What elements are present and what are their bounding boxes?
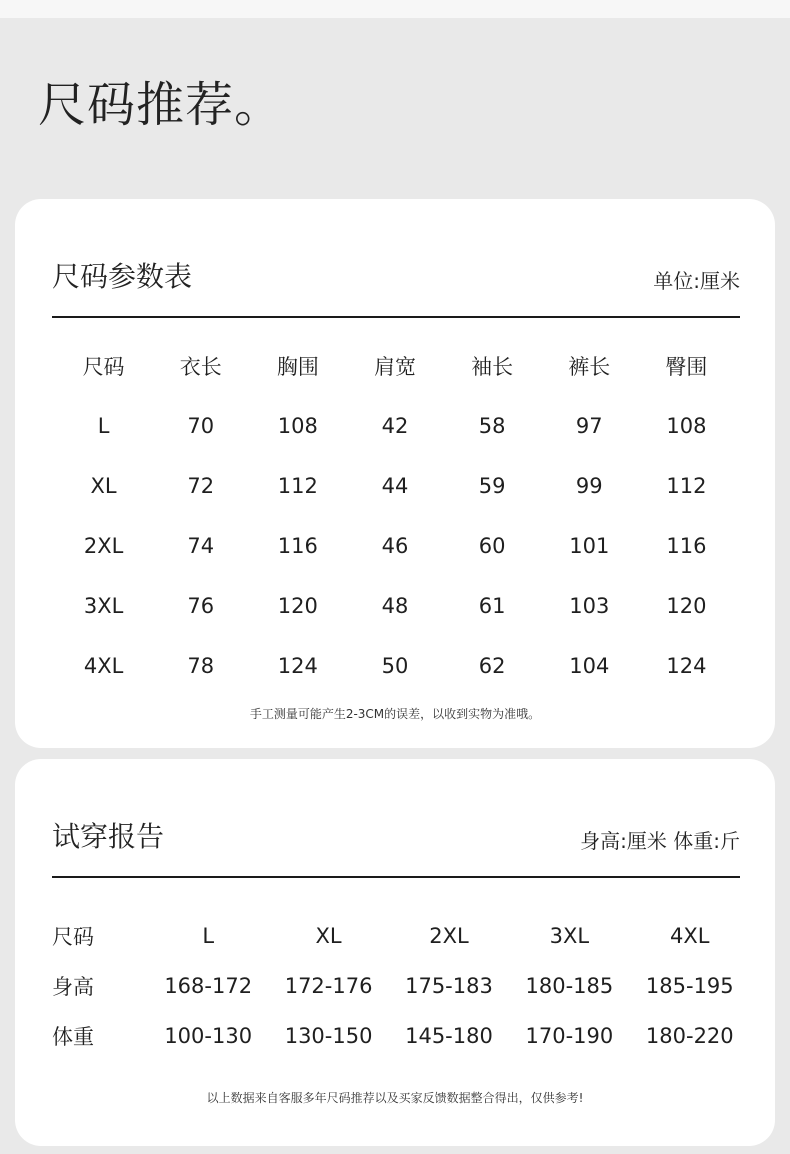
table-cell: 58 (478, 414, 506, 438)
table-cell: 175-183 (405, 974, 493, 998)
size-chart-title: 尺码参数表 (52, 260, 193, 293)
table-cell: 180-185 (525, 974, 614, 998)
table-cell: 59 (478, 474, 506, 498)
table-cell: 130-150 (284, 1024, 373, 1048)
size-chart-header (52, 255, 740, 295)
table-cell: 60 (478, 534, 506, 558)
table-cell: 108 (277, 414, 318, 438)
table-row (52, 911, 750, 961)
header-cell: 衣长 (179, 355, 222, 379)
table-cell: 2XL (83, 534, 124, 558)
table-cell: 2XL (429, 924, 469, 948)
table-cell: 4XL (670, 924, 710, 948)
page-title: 尺码推荐。 (38, 77, 284, 133)
table-cell: 120 (666, 594, 707, 618)
row-label: 体重 (52, 1025, 94, 1049)
trial-report-card (15, 759, 775, 1146)
table-cell: XL (90, 474, 117, 498)
header-cell: 臀围 (665, 355, 708, 379)
row-label: 尺码 (52, 925, 94, 949)
header-cell: 裤长 (568, 355, 611, 379)
trial-report-header (52, 815, 740, 855)
table-cell: 61 (478, 594, 506, 618)
table-cell: 124 (277, 654, 318, 678)
table-cell: 104 (569, 654, 610, 678)
table-cell: 116 (277, 534, 318, 558)
table-cell: 124 (666, 654, 707, 678)
divider (52, 876, 740, 878)
table-cell: 145-180 (405, 1024, 493, 1048)
table-cell: XL (315, 924, 342, 948)
header-cell: 肩宽 (373, 355, 416, 379)
table-cell: 4XL (83, 654, 124, 678)
table-cell: 62 (478, 654, 506, 678)
table-row (55, 396, 735, 456)
table-cell: 76 (187, 594, 215, 618)
table-cell: 108 (666, 414, 707, 438)
table-cell: 172-176 (284, 974, 373, 998)
disclaimer-note: 以上数据来自客服多年尺码推荐以及买家反馈数据整合得出，仅供参考! (206, 1091, 584, 1105)
size-chart-unit: 单位:厘米 (653, 269, 740, 293)
table-cell: 100-130 (164, 1024, 253, 1048)
table-cell: 42 (381, 414, 409, 438)
table-cell: 97 (575, 414, 603, 438)
trial-report-unit: 身高:厘米 体重:斤 (580, 829, 740, 853)
table-cell: 44 (381, 474, 409, 498)
table-cell: L (202, 924, 215, 948)
table-cell: 112 (277, 474, 318, 498)
measurement-note: 手工测量可能产生2-3CM的误差，以收到实物为准哦。 (249, 707, 541, 721)
table-row (52, 1011, 750, 1061)
table-cell: 112 (666, 474, 707, 498)
table-cell: 50 (381, 654, 409, 678)
trial-report-title: 试穿报告 (52, 820, 165, 853)
table-row (52, 961, 750, 1011)
divider (52, 316, 740, 318)
table-cell: 78 (187, 654, 215, 678)
table-cell: 99 (575, 474, 603, 498)
table-cell: 180-220 (645, 1024, 734, 1048)
table-cell: 103 (569, 594, 610, 618)
table-cell: 185-195 (645, 974, 734, 998)
header-cell: 胸围 (276, 355, 319, 379)
table-row (55, 576, 735, 636)
header-cell: 尺码 (82, 355, 125, 379)
table-cell: 116 (666, 534, 707, 558)
table-cell: 3XL (549, 924, 590, 948)
size-chart-table (55, 336, 735, 696)
table-row (55, 456, 735, 516)
table-cell: 74 (187, 534, 215, 558)
table-cell: 72 (187, 474, 215, 498)
size-chart-card (15, 199, 775, 748)
table-cell: 168-172 (164, 974, 253, 998)
table-row (55, 516, 735, 576)
table-cell: 170-190 (525, 1024, 614, 1048)
trial-report-table (52, 911, 750, 1061)
table-cell: 48 (381, 594, 409, 618)
table-header-row (55, 336, 735, 396)
table-cell: 46 (381, 534, 409, 558)
table-cell: 70 (187, 414, 215, 438)
table-cell: 3XL (83, 594, 124, 618)
table-cell: 101 (569, 534, 610, 558)
header-cell: 袖长 (471, 355, 514, 379)
top-strip (0, 0, 790, 18)
table-cell: L (97, 414, 110, 438)
row-label: 身高 (52, 975, 94, 999)
table-cell: 120 (277, 594, 318, 618)
table-row (55, 636, 735, 696)
